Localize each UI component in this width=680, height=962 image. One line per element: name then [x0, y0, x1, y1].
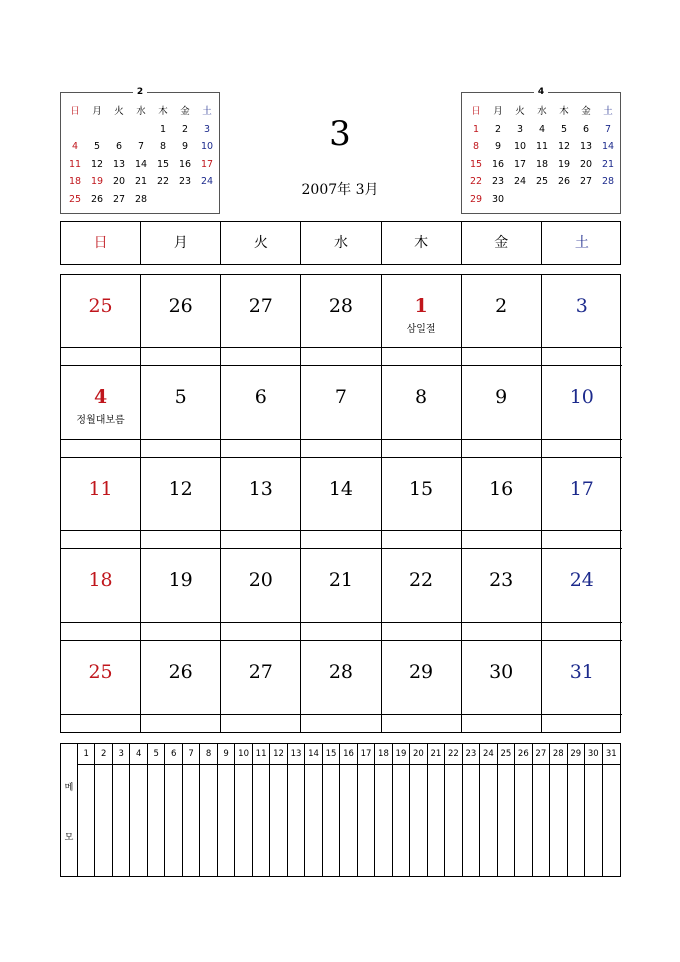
memo-column-number: 14 — [305, 744, 321, 765]
day-notes-strip — [141, 439, 220, 457]
day-cell — [221, 641, 301, 732]
day-cell — [542, 549, 622, 640]
mini-day: 26 — [90, 193, 104, 205]
mini-day: 7 — [604, 123, 612, 135]
mini-day: 26 — [557, 176, 571, 187]
day-cell — [141, 458, 221, 549]
prev-month-title: 2 — [133, 87, 147, 97]
day-cell — [382, 458, 462, 549]
mini-day: 20 — [112, 176, 126, 187]
day-notes-strip — [301, 347, 380, 365]
day-notes-strip — [462, 622, 541, 640]
mini-weekday-label: 金 — [180, 106, 190, 117]
memo-column — [498, 744, 515, 876]
day-number: 25 — [88, 295, 113, 317]
memo-column — [130, 744, 147, 876]
mini-weekday-label: 土 — [603, 106, 613, 117]
day-notes-strip — [141, 622, 220, 640]
day-number: 27 — [248, 295, 273, 317]
day-cell — [221, 366, 301, 457]
day-notes-strip — [382, 622, 461, 640]
day-cell — [382, 275, 462, 366]
mini-day: 18 — [68, 176, 82, 187]
mini-day: 6 — [115, 141, 123, 152]
mini-day: 1 — [159, 123, 167, 135]
memo-column-number: 18 — [375, 744, 391, 765]
memo-column-number: 21 — [428, 744, 444, 765]
mini-day: 25 — [68, 193, 82, 205]
day-number: 8 — [415, 386, 428, 409]
mini-weekday-label: 水 — [136, 106, 146, 117]
day-cell — [61, 275, 141, 366]
mini-day: 27 — [112, 193, 126, 205]
day-number: 5 — [174, 386, 187, 409]
prev-month-grid — [64, 103, 218, 208]
mini-day: 17 — [200, 158, 214, 170]
mini-day: 24 — [513, 176, 527, 187]
day-cell — [61, 458, 141, 549]
memo-column — [305, 744, 322, 876]
mini-day: 23 — [178, 176, 192, 187]
memo-column-number: 30 — [585, 744, 601, 765]
memo-column-number: 15 — [323, 744, 339, 765]
mini-day — [553, 191, 575, 209]
day-number: 11 — [88, 477, 113, 500]
day-cell — [542, 366, 622, 457]
day-notes-strip — [301, 622, 380, 640]
weekday-header — [60, 221, 621, 265]
memo-column — [78, 744, 95, 876]
memo-section — [60, 743, 621, 877]
month-grid — [60, 274, 621, 733]
mini-weekday-label: 日 — [471, 106, 481, 117]
day-notes-strip — [61, 714, 140, 732]
day-cell — [301, 366, 381, 457]
memo-column-number: 29 — [568, 744, 584, 765]
mini-day: 4 — [71, 141, 79, 152]
memo-column — [585, 744, 602, 876]
day-number: 27 — [248, 660, 273, 683]
day-number: 26 — [168, 295, 193, 317]
mini-day: 2 — [181, 123, 189, 135]
memo-column-number: 11 — [253, 744, 269, 765]
memo-column — [113, 744, 130, 876]
mini-day: 25 — [535, 176, 549, 187]
day-cell — [462, 366, 542, 457]
memo-label-bottom: 모 — [64, 833, 74, 843]
memo-column-number: 2 — [95, 744, 111, 765]
memo-column-number: 19 — [393, 744, 409, 765]
mini-day: 15 — [469, 158, 483, 170]
day-number: 25 — [88, 660, 113, 683]
memo-column-number: 5 — [148, 744, 164, 765]
memo-column — [148, 744, 165, 876]
mini-day: 20 — [579, 158, 593, 170]
day-number: 30 — [489, 660, 514, 683]
day-cell — [301, 549, 381, 640]
day-notes-strip — [542, 530, 622, 548]
mini-day: 18 — [535, 158, 549, 170]
day-cell — [382, 641, 462, 732]
memo-column — [218, 744, 235, 876]
year-month-label: 2007年 3月 — [301, 182, 379, 198]
day-number: 10 — [569, 386, 594, 409]
mini-day — [86, 121, 108, 139]
day-notes-strip — [221, 439, 300, 457]
mini-day: 8 — [472, 141, 480, 152]
day-cell — [542, 275, 622, 366]
memo-column-number: 12 — [270, 744, 286, 765]
mini-weekday-label: 土 — [202, 106, 212, 117]
mini-day — [509, 191, 531, 209]
memo-column-number: 10 — [235, 744, 251, 765]
day-notes-strip — [462, 530, 541, 548]
memo-column-number: 28 — [550, 744, 566, 765]
day-notes-strip — [221, 530, 300, 548]
memo-column-number: 17 — [358, 744, 374, 765]
memo-column — [165, 744, 182, 876]
day-number: 31 — [569, 660, 594, 683]
memo-column-number: 3 — [113, 744, 129, 765]
mini-weekday-label: 金 — [581, 106, 591, 117]
day-cell — [301, 641, 381, 732]
mini-day: 16 — [178, 158, 192, 170]
memo-column-number: 23 — [463, 744, 479, 765]
memo-column — [200, 744, 217, 876]
mini-day: 9 — [181, 141, 189, 152]
mini-day: 11 — [535, 141, 549, 152]
prev-month-mini-calendar — [60, 87, 220, 214]
memo-column-number: 24 — [480, 744, 496, 765]
mini-day — [575, 191, 597, 209]
day-number: 7 — [334, 386, 347, 409]
weekday-header-cell: 火 — [221, 222, 301, 264]
day-notes-strip — [61, 530, 140, 548]
day-notes-strip — [542, 714, 622, 732]
day-number: 22 — [408, 569, 434, 592]
memo-column — [480, 744, 497, 876]
memo-label-top: 메 — [64, 783, 74, 793]
day-cell — [221, 549, 301, 640]
day-notes-strip — [301, 714, 380, 732]
next-month-grid — [465, 103, 619, 208]
day-cell — [462, 275, 542, 366]
day-notes-strip — [382, 714, 461, 732]
mini-day: 6 — [582, 123, 590, 135]
memo-column-number: 4 — [130, 744, 146, 765]
mini-day: 8 — [159, 141, 167, 152]
mini-day: 3 — [203, 123, 211, 135]
day-number: 19 — [168, 569, 193, 592]
memo-column-number: 16 — [340, 744, 356, 765]
mini-day: 15 — [156, 158, 170, 170]
weekday-header-cell: 土 — [574, 235, 589, 251]
weekday-header-cell: 木 — [382, 222, 462, 264]
mini-day: 19 — [557, 158, 571, 170]
mini-day: 23 — [491, 176, 505, 187]
day-cell — [542, 641, 622, 732]
day-notes-strip — [221, 347, 300, 365]
day-cell — [141, 366, 221, 457]
memo-column-number: 20 — [410, 744, 426, 765]
memo-column-number: 1 — [78, 744, 94, 765]
day-notes-strip — [141, 714, 220, 732]
day-cell — [221, 458, 301, 549]
day-cell — [61, 641, 141, 732]
day-cell — [61, 366, 141, 457]
mini-day — [130, 121, 152, 139]
mini-day: 30 — [491, 193, 505, 205]
memo-column — [340, 744, 357, 876]
day-number: 2 — [495, 295, 508, 317]
memo-column — [463, 744, 480, 876]
day-notes-strip — [221, 714, 300, 732]
day-cell — [141, 275, 221, 366]
memo-column — [253, 744, 270, 876]
mini-day: 14 — [601, 141, 615, 152]
mini-day: 5 — [93, 141, 101, 152]
mini-day — [597, 191, 619, 209]
memo-column — [235, 744, 252, 876]
mini-day — [108, 121, 130, 139]
day-number: 17 — [569, 477, 594, 500]
mini-day: 12 — [90, 158, 104, 170]
mini-day: 19 — [90, 176, 104, 187]
day-notes-strip — [301, 530, 380, 548]
day-number: 6 — [254, 386, 267, 409]
mini-day: 10 — [200, 141, 214, 152]
mini-day: 9 — [494, 141, 502, 152]
mini-day: 28 — [134, 193, 148, 205]
day-number: 4 — [93, 386, 108, 409]
day-cell — [462, 549, 542, 640]
mini-day: 4 — [538, 123, 546, 135]
mini-day: 3 — [516, 123, 524, 135]
day-cell — [141, 641, 221, 732]
day-number: 21 — [328, 569, 354, 592]
memo-column — [270, 744, 287, 876]
memo-column — [533, 744, 550, 876]
day-cell — [382, 366, 462, 457]
memo-column — [95, 744, 112, 876]
mini-day: 24 — [200, 176, 214, 187]
day-number: 12 — [168, 477, 193, 500]
mini-weekday-label: 月 — [493, 106, 503, 117]
day-number: 20 — [248, 569, 273, 592]
memo-column-number: 8 — [200, 744, 216, 765]
memo-column-number: 7 — [183, 744, 199, 765]
holiday-note: 정월대보름 — [76, 415, 125, 427]
memo-label — [61, 744, 78, 876]
day-number: 24 — [569, 569, 594, 592]
memo-column — [603, 744, 620, 876]
day-notes-strip — [382, 530, 461, 548]
day-number: 1 — [414, 295, 428, 317]
memo-column-number: 22 — [445, 744, 461, 765]
weekday-header-cell: 金 — [462, 222, 542, 264]
memo-column — [410, 744, 427, 876]
day-notes-strip — [61, 439, 140, 457]
mini-weekday-label: 木 — [559, 106, 569, 117]
next-month-mini-calendar — [461, 87, 621, 214]
mini-day: 2 — [494, 123, 502, 135]
day-number: 16 — [489, 477, 514, 500]
weekday-header-cell: 月 — [141, 222, 221, 264]
day-cell — [542, 458, 622, 549]
memo-column — [288, 744, 305, 876]
mini-day — [531, 191, 553, 209]
mini-day: 21 — [134, 176, 148, 187]
memo-column-number: 9 — [218, 744, 234, 765]
mini-day — [152, 191, 174, 209]
day-number: 26 — [168, 660, 193, 683]
mini-day: 13 — [579, 141, 593, 152]
mini-day: 14 — [134, 158, 148, 170]
day-cell — [382, 549, 462, 640]
day-notes-strip — [61, 347, 140, 365]
mini-weekday-label: 水 — [537, 106, 547, 117]
mini-day: 29 — [469, 193, 483, 205]
mini-day: 1 — [472, 123, 480, 135]
mini-weekday-label: 木 — [158, 106, 168, 117]
day-notes-strip — [462, 714, 541, 732]
memo-column — [183, 744, 200, 876]
mini-day: 11 — [68, 158, 82, 170]
month-number: 3 — [329, 114, 351, 154]
memo-column — [375, 744, 392, 876]
day-notes-strip — [462, 439, 541, 457]
mini-day: 12 — [557, 141, 571, 152]
mini-day — [196, 191, 218, 209]
day-number: 3 — [575, 295, 588, 317]
day-notes-strip — [301, 439, 380, 457]
weekday-header-cell: 水 — [301, 222, 381, 264]
day-notes-strip — [462, 347, 541, 365]
memo-column-number: 6 — [165, 744, 181, 765]
memo-column — [358, 744, 375, 876]
day-notes-strip — [221, 622, 300, 640]
memo-column-number: 27 — [533, 744, 549, 765]
memo-columns — [78, 744, 620, 876]
day-notes-strip — [61, 622, 140, 640]
mini-weekday-label: 火 — [114, 106, 124, 117]
day-cell — [221, 275, 301, 366]
day-number: 14 — [328, 477, 354, 500]
day-number: 29 — [408, 660, 434, 683]
day-cell — [462, 458, 542, 549]
day-number: 15 — [408, 477, 434, 500]
mini-day: 10 — [513, 141, 527, 152]
day-notes-strip — [141, 347, 220, 365]
day-number: 9 — [495, 386, 508, 409]
mini-weekday-label: 日 — [70, 106, 80, 117]
next-month-title: 4 — [534, 87, 548, 97]
day-number: 18 — [88, 569, 113, 592]
day-notes-strip — [141, 530, 220, 548]
day-notes-strip — [542, 622, 622, 640]
day-number: 13 — [248, 477, 273, 500]
memo-column — [445, 744, 462, 876]
memo-column-number: 26 — [515, 744, 531, 765]
mini-day: 27 — [579, 176, 593, 187]
memo-column — [568, 744, 585, 876]
day-cell — [141, 549, 221, 640]
memo-column — [515, 744, 532, 876]
day-notes-strip — [542, 347, 622, 365]
day-cell — [301, 275, 381, 366]
day-number: 23 — [489, 569, 514, 592]
memo-column-number: 13 — [288, 744, 304, 765]
day-cell — [462, 641, 542, 732]
memo-column — [428, 744, 445, 876]
mini-day: 28 — [601, 176, 615, 187]
mini-day: 17 — [513, 158, 527, 170]
holiday-note: 삼일절 — [406, 324, 436, 335]
mini-day: 5 — [560, 123, 568, 135]
mini-day — [174, 191, 196, 209]
day-cell — [61, 549, 141, 640]
mini-day: 16 — [491, 158, 505, 170]
mini-day: 22 — [156, 176, 170, 187]
memo-column — [550, 744, 567, 876]
day-cell — [301, 458, 381, 549]
memo-column-number: 25 — [498, 744, 514, 765]
weekday-header-cell: 日 — [61, 222, 141, 264]
mini-day: 13 — [112, 158, 126, 170]
mini-day: 7 — [137, 141, 145, 152]
mini-day — [64, 121, 86, 139]
day-notes-strip — [382, 439, 461, 457]
mini-day: 21 — [601, 158, 615, 170]
day-notes-strip — [542, 439, 622, 457]
mini-day: 22 — [469, 176, 483, 187]
mini-weekday-label: 火 — [515, 106, 525, 117]
day-number: 28 — [328, 660, 354, 683]
mini-weekday-label: 月 — [92, 106, 102, 117]
day-number: 28 — [328, 295, 354, 317]
memo-column-number: 31 — [603, 744, 620, 765]
day-notes-strip — [382, 347, 461, 365]
memo-column — [393, 744, 410, 876]
memo-column — [323, 744, 340, 876]
